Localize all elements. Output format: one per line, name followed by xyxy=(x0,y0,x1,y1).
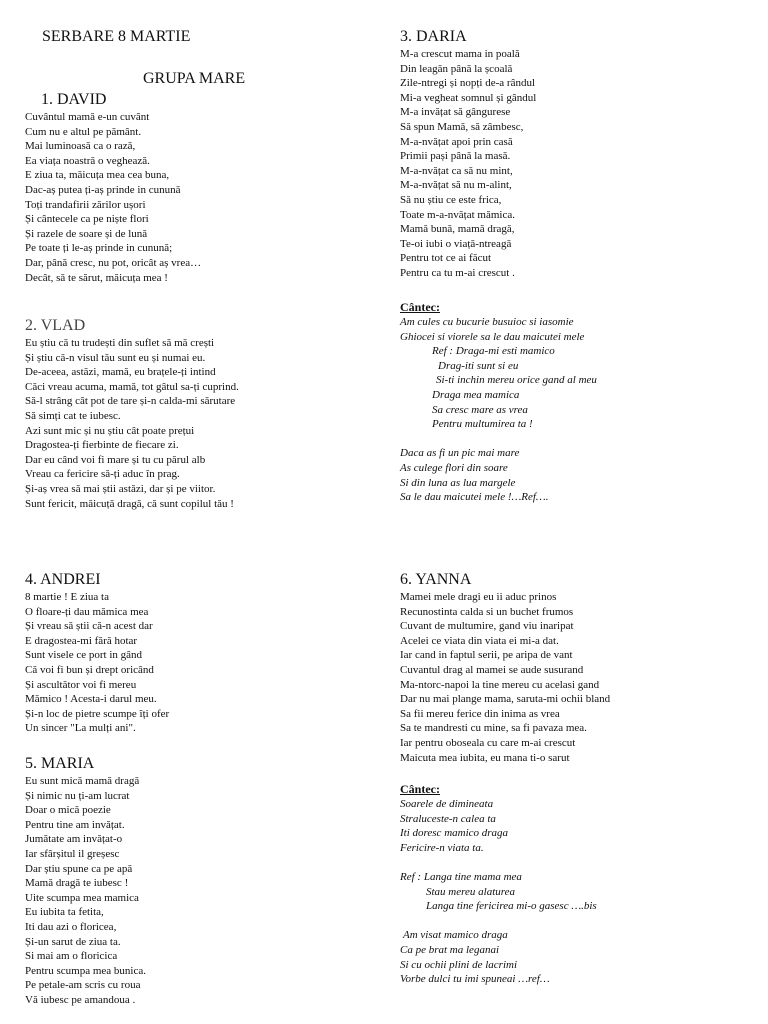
text-line: Zile-ntregi și nopți de-a rândul xyxy=(400,77,536,90)
text-line: Langa tine fericirea mi-o gasesc ….bis xyxy=(426,900,597,913)
text-line: Recunostinta calda si un buchet frumos xyxy=(400,605,574,618)
text-line: Sa cresc mare as vrea xyxy=(432,403,528,416)
text-line: Dar nu mai plange mama, saruta-mi ochii bland xyxy=(400,693,611,706)
poem-title: 2. VLAD xyxy=(25,317,86,334)
text-line: Uite scumpa mea mamica xyxy=(25,891,139,904)
poem-lines xyxy=(25,110,201,285)
text-line: Sa fii mereu ferice din inima as vrea xyxy=(400,707,560,720)
text-line: O floare-ți dau mămica mea xyxy=(25,605,149,618)
song-title: Cântec: xyxy=(400,300,440,314)
text-line: Fericire-n viata ta. xyxy=(400,841,484,854)
song-title: Cântec: xyxy=(400,782,440,796)
text-line: Și vreau să știi că-n acest dar xyxy=(25,620,153,633)
song-refrain xyxy=(400,870,597,914)
text-line: Sa te mandresti cu mine, sa fi pavaza mea. xyxy=(400,722,587,735)
text-line: Dragostea-ți fierbinte de fiecare zi. xyxy=(25,439,179,452)
text-line: Maicuta mea iubita, eu mana ti-o sarut xyxy=(400,751,570,764)
text-line: Dar știu spune ca pe apă xyxy=(25,862,133,875)
poem-title: 3. DARIA xyxy=(400,28,467,45)
text-line: Cuvântul mamă e-un cuvânt xyxy=(25,111,150,123)
text-line: E ziua ta, măicuța mea cea buna, xyxy=(25,169,170,182)
text-line: Ea viața noastră o veghează. xyxy=(25,154,150,167)
text-line: 8 martie ! E ziua ta xyxy=(25,591,109,603)
text-line: Iar sfârșitul il greșesc xyxy=(25,847,120,860)
poem-david xyxy=(25,90,201,285)
song-verse xyxy=(400,446,597,504)
text-line: M-a invățat să gângurese xyxy=(400,106,511,119)
text-line: Toți trandafirii zărilor ușori xyxy=(25,198,146,211)
text-line: Din leagăn până la școală xyxy=(400,62,513,75)
text-line: Pe toate ți le-aș prinde in cunună; xyxy=(25,242,173,255)
text-line: Iti dau azi o floricea, xyxy=(25,920,117,933)
song-2 xyxy=(400,782,597,987)
text-line: Cuvantul drag al mamei se aude susurand xyxy=(400,663,584,676)
text-line: Să spun Mamă, să zâmbesc, xyxy=(400,120,524,133)
group-title: GRUPA MARE xyxy=(143,70,246,87)
text-line: Sunt fericit, măicuță dragă, că sunt copilul tău ! xyxy=(25,497,234,510)
poem-title: 4. ANDREI xyxy=(25,571,101,588)
text-line: Sa le dau maicutei mele !…Ref…. xyxy=(400,491,549,504)
text-line: Eu știu că tu trudești din suflet să mă crești xyxy=(25,337,215,349)
text-line: Ref : Langa tine mama mea xyxy=(400,870,522,883)
text-line: Mai luminoasă ca o rază, xyxy=(25,140,136,153)
text-line: Să nu știu ce este frica, xyxy=(400,193,502,206)
text-line: Toate m-a-nvățat mămica. xyxy=(400,208,515,221)
text-line: Ref : Draga-mi esti mamico xyxy=(432,345,555,358)
text-line: Draga mea mamica xyxy=(432,388,520,401)
text-line: Jumătate am invățat-o xyxy=(25,833,123,846)
text-line: Și ascultător voi fi mereu xyxy=(25,678,137,691)
text-line: Ca pe brat ma leganai xyxy=(400,943,499,956)
text-line: Și-aș vrea să mai știi astăzi, dar și pe viitor. xyxy=(25,482,216,495)
text-line: Vreau ca fericire să-ți aduc în prag. xyxy=(25,468,180,481)
text-line: Am visat mamico draga xyxy=(403,929,508,942)
text-line: De-aceea, astăzi, mamă, eu brațele-ți intind xyxy=(25,366,216,379)
event-title: SERBARE 8 MARTIE xyxy=(42,28,191,45)
poem-andrei xyxy=(25,570,169,736)
text-line: M-a-nvățat apoi prin casă xyxy=(400,135,513,148)
poem-daria xyxy=(400,27,536,281)
text-line: Primii pași până la masă. xyxy=(400,150,511,163)
text-line: Si din luna as lua margele xyxy=(400,476,516,489)
text-line: Acelei ce viata din viata ei mi-a dat. xyxy=(400,634,559,647)
poem-lines xyxy=(400,590,610,765)
text-line: Cum nu e altul pe pământ. xyxy=(25,125,142,138)
text-line: Si mai am o floricica xyxy=(25,950,118,963)
poem-lines xyxy=(25,590,169,736)
text-line: Soarele de dimineata xyxy=(400,798,494,810)
poem-maria xyxy=(25,754,146,1008)
text-line: Azi sunt mic și nu știu cât poate prețui xyxy=(25,424,195,437)
text-line: Drag-iti sunt si eu xyxy=(438,359,519,372)
poem-lines xyxy=(400,47,536,281)
text-line: E dragostea-mi fără hotar xyxy=(25,634,138,647)
text-line: M-a-nvățat ca să nu mint, xyxy=(400,164,513,177)
song-verse xyxy=(400,928,597,986)
text-line: Si-ti inchin mereu orice gand al meu xyxy=(436,374,597,387)
text-line: Iar cand in faptul serii, pe aripa de vant xyxy=(400,649,573,662)
text-line: Mi-a vegheat somnul și gândul xyxy=(400,91,537,104)
text-line: Și-un sarut de ziua ta. xyxy=(25,935,121,948)
text-line: Mamei mele dragi eu ii aduc prinos xyxy=(400,591,557,603)
poem-yanna xyxy=(400,570,610,765)
text-line: Și razele de soare și de lună xyxy=(25,227,148,240)
text-line: Pentru tine am invățat. xyxy=(25,818,125,831)
text-line: Pentru ca tu m-ai crescut . xyxy=(400,266,515,279)
text-line: Pentru tot ce ai făcut xyxy=(400,252,492,265)
text-line: Pentru multumirea ta ! xyxy=(432,418,533,431)
text-line: Dar, până cresc, nu pot, oricât aș vrea… xyxy=(25,256,202,269)
text-line: Dar eu când voi fi mare și tu cu părul alb xyxy=(25,453,206,466)
text-line: Pentru scumpa mea bunica. xyxy=(25,964,146,977)
song-1 xyxy=(400,300,597,505)
text-line: Mămico ! Acesta-i darul meu. xyxy=(25,693,157,706)
text-line: Dac-aș putea ți-aș prinde in cunună xyxy=(25,183,181,196)
text-line: Și cântecele ca pe niște flori xyxy=(25,213,149,226)
text-line: Căci vreau acuma, mamă, tot gâtul sa-ți cuprind. xyxy=(25,380,239,393)
poem-title: 1. DAVID xyxy=(41,91,107,108)
text-line: Si cu ochii plini de lacrimi xyxy=(400,958,518,971)
text-line: Ma-ntorc-napoi la tine mereu cu acelasi gand xyxy=(400,678,600,691)
poem-vlad xyxy=(25,316,239,511)
text-line: M-a-nvățat să nu m-alint, xyxy=(400,179,512,192)
text-line: M-a crescut mama in poală xyxy=(400,48,520,60)
text-line: Ghiocei si viorele sa le dau maicutei mele xyxy=(400,330,585,343)
text-line: Că voi fi bun și drept oricând xyxy=(25,663,154,676)
text-line: Și știu că-n visul tău sunt eu și numai eu. xyxy=(25,351,206,364)
text-line: Sunt visele ce port in gând xyxy=(25,649,143,662)
text-line: Vă iubesc pe amandoua . xyxy=(25,993,136,1006)
text-line: Iar pentru oboseala cu care m-ai crescut xyxy=(400,736,576,749)
text-line: Vorbe dulci tu imi spuneai …ref… xyxy=(400,973,550,986)
song-refrain xyxy=(400,344,597,432)
text-line: Mamă bună, mamă dragă, xyxy=(400,223,515,236)
text-line: Mamă dragă te iubesc ! xyxy=(25,877,129,890)
text-line: Te-oi iubi o viață-ntreagă xyxy=(400,237,512,250)
text-line: Eu sunt mică mamă dragă xyxy=(25,775,140,787)
text-line: Să-l strâng cât pot de tare și-n calda-mi sărutare xyxy=(25,395,236,408)
text-line: As culege flori din soare xyxy=(400,461,508,474)
text-line: Să simți cat te iubesc. xyxy=(25,409,121,422)
text-line: Eu iubita ta fetita, xyxy=(25,906,104,919)
poem-lines xyxy=(25,336,239,511)
poem-title: 6. YANNA xyxy=(400,571,472,588)
song-verse xyxy=(400,797,597,855)
text-line: Doar o mică poezie xyxy=(25,804,111,817)
text-line: Și-n loc de pietre scumpe îți ofer xyxy=(25,707,170,720)
text-line: Și nimic nu ți-am lucrat xyxy=(25,789,130,802)
text-line: Straluceste-n calea ta xyxy=(400,812,496,825)
text-line: Daca as fi un pic mai mare xyxy=(400,447,520,460)
text-line: Stau mereu alaturea xyxy=(426,885,516,898)
song-verse xyxy=(400,315,597,344)
text-line: Pe petale-am scris cu roua xyxy=(25,979,141,992)
text-line: Decât, să te sărut, măicuța mea ! xyxy=(25,271,168,284)
poem-lines xyxy=(25,774,146,1008)
poem-title: 5. MARIA xyxy=(25,755,95,772)
text-line: Am cules cu bucurie busuioc si iasomie xyxy=(400,316,574,328)
text-line: Un sincer "La mulți ani". xyxy=(25,722,136,735)
text-line: Iti doresc mamico draga xyxy=(400,827,509,840)
text-line: Cuvant de multumire, gand viu inaripat xyxy=(400,620,574,633)
